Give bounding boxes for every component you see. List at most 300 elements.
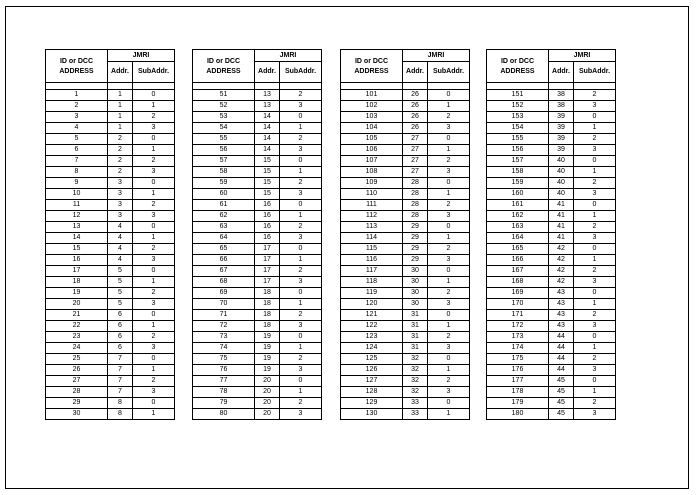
table-row [487, 222, 616, 233]
jmri-subaddr-cell: 0 [280, 376, 322, 387]
table-row [46, 101, 175, 112]
jmri-addr-cell: 32 [403, 365, 428, 376]
jmri-subaddr-cell: 2 [133, 112, 175, 123]
jmri-addr-cell: 44 [549, 343, 574, 354]
dcc-address-cell: 80 [193, 409, 255, 420]
dcc-address-cell: 109 [341, 178, 403, 189]
jmri-addr-cell: 1 [108, 123, 133, 134]
table-row [487, 387, 616, 398]
jmri-addr-cell: 27 [403, 156, 428, 167]
table-row [46, 255, 175, 266]
jmri-subaddr-cell: 0 [280, 200, 322, 211]
jmri-addr-cell: 43 [549, 321, 574, 332]
jmri-subaddr-cell: 1 [133, 277, 175, 288]
dcc-address-cell: 3 [46, 112, 108, 123]
jmri-subaddr-cell: 1 [428, 233, 470, 244]
dcc-address-cell: 73 [193, 332, 255, 343]
table-row [193, 244, 322, 255]
jmri-subaddr-cell: 3 [133, 343, 175, 354]
jmri-subaddr-cell: 1 [280, 123, 322, 134]
table-row [487, 332, 616, 343]
jmri-subaddr-cell: 2 [574, 354, 616, 365]
jmri-addr-cell: 27 [403, 145, 428, 156]
dcc-address-cell: 126 [341, 365, 403, 376]
id-header-line1: ID or DCC [500, 58, 535, 65]
table-row [193, 310, 322, 321]
jmri-addr-cell: 28 [403, 189, 428, 200]
table-row [341, 211, 470, 222]
jmri-addr-cell: 31 [403, 332, 428, 343]
table-row [341, 167, 470, 178]
jmri-addr-cell: 20 [255, 376, 280, 387]
jmri-subaddr-cell: 1 [133, 321, 175, 332]
table-row [487, 101, 616, 112]
jmri-addr-cell: 43 [549, 310, 574, 321]
jmri-addr-cell: 17 [255, 266, 280, 277]
jmri-addr-cell: 29 [403, 233, 428, 244]
table-row [341, 156, 470, 167]
table-row [46, 167, 175, 178]
jmri-subaddr-cell: 0 [280, 244, 322, 255]
jmri-addr-cell: 17 [255, 244, 280, 255]
jmri-addr-cell: 30 [403, 288, 428, 299]
dcc-address-cell: 6 [46, 145, 108, 156]
jmri-addr-cell: 40 [549, 189, 574, 200]
id-header-line1: ID or DCC [206, 58, 241, 65]
dcc-address-cell: 114 [341, 233, 403, 244]
jmri-subaddr-cell: 3 [428, 167, 470, 178]
jmri-addr-cell: 13 [255, 101, 280, 112]
dcc-address-cell: 70 [193, 299, 255, 310]
table-row [487, 365, 616, 376]
jmri-subaddr-cell: 2 [574, 222, 616, 233]
dcc-address-cell: 158 [487, 167, 549, 178]
dcc-address-cell: 58 [193, 167, 255, 178]
table-row [341, 90, 470, 101]
jmri-subaddr-cell: 0 [133, 134, 175, 145]
table-row [341, 123, 470, 134]
jmri-subaddr-cell: 1 [428, 277, 470, 288]
jmri-subaddr-cell: 2 [574, 310, 616, 321]
table-row [487, 156, 616, 167]
dcc-address-cell: 155 [487, 134, 549, 145]
jmri-addr-cell: 27 [403, 134, 428, 145]
jmri-subaddr-cell: 1 [280, 211, 322, 222]
jmri-subaddr-cell: 0 [574, 376, 616, 387]
jmri-subaddr-cell: 0 [574, 112, 616, 123]
table-row [341, 343, 470, 354]
id-header [193, 50, 255, 83]
dcc-address-cell: 52 [193, 101, 255, 112]
table-row [487, 398, 616, 409]
jmri-subaddr-cell: 2 [280, 90, 322, 101]
jmri-subaddr-cell: 3 [280, 365, 322, 376]
id-header-line2: ADDRESS [354, 68, 389, 75]
table-row [487, 354, 616, 365]
jmri-subaddr-cell: 1 [133, 145, 175, 156]
table-row [487, 189, 616, 200]
jmri-addr-cell: 15 [255, 178, 280, 189]
dcc-address-cell: 13 [46, 222, 108, 233]
jmri-addr-cell: 19 [255, 365, 280, 376]
jmri-addr-cell: 42 [549, 277, 574, 288]
dcc-address-cell: 60 [193, 189, 255, 200]
dcc-address-cell: 179 [487, 398, 549, 409]
dcc-address-cell: 118 [341, 277, 403, 288]
address-table-2 [192, 49, 322, 420]
dcc-address-cell: 152 [487, 101, 549, 112]
table-row [487, 288, 616, 299]
jmri-addr-cell: 42 [549, 244, 574, 255]
dcc-address-cell: 77 [193, 376, 255, 387]
jmri-subaddr-cell: 2 [574, 90, 616, 101]
dcc-address-cell: 54 [193, 123, 255, 134]
jmri-addr-cell: 19 [255, 332, 280, 343]
jmri-addr-cell: 31 [403, 310, 428, 321]
jmri-addr-cell: 6 [108, 343, 133, 354]
jmri-addr-cell: 3 [108, 189, 133, 200]
table-row [341, 178, 470, 189]
table-row [341, 299, 470, 310]
subaddr-header: SubAddr. [280, 62, 322, 83]
table-row [341, 200, 470, 211]
dcc-address-cell: 115 [341, 244, 403, 255]
jmri-addr-cell: 19 [255, 354, 280, 365]
jmri-subaddr-cell: 1 [574, 167, 616, 178]
jmri-subaddr-cell: 2 [133, 332, 175, 343]
table-row [193, 288, 322, 299]
jmri-addr-cell: 27 [403, 167, 428, 178]
jmri-addr-cell: 5 [108, 277, 133, 288]
jmri-subaddr-cell: 0 [133, 354, 175, 365]
jmri-addr-cell: 26 [403, 90, 428, 101]
jmri-subaddr-cell: 3 [574, 233, 616, 244]
dcc-address-cell: 178 [487, 387, 549, 398]
jmri-addr-cell: 16 [255, 211, 280, 222]
dcc-address-cell: 127 [341, 376, 403, 387]
dcc-address-cell: 62 [193, 211, 255, 222]
jmri-subaddr-cell: 1 [133, 365, 175, 376]
table-row [46, 145, 175, 156]
jmri-subaddr-cell: 1 [280, 343, 322, 354]
jmri-subaddr-cell: 2 [280, 354, 322, 365]
table-row [341, 266, 470, 277]
table-row [341, 409, 470, 420]
dcc-address-cell: 2 [46, 101, 108, 112]
jmri-group-header: JMRI [549, 50, 616, 62]
jmri-addr-cell: 26 [403, 112, 428, 123]
jmri-addr-cell: 15 [255, 167, 280, 178]
jmri-addr-cell: 28 [403, 200, 428, 211]
table-row [193, 277, 322, 288]
dcc-address-cell: 103 [341, 112, 403, 123]
jmri-subaddr-cell: 3 [574, 277, 616, 288]
table-row [341, 134, 470, 145]
jmri-subaddr-cell: 1 [133, 233, 175, 244]
addr-header: Addr. [549, 62, 574, 83]
jmri-addr-cell: 39 [549, 123, 574, 134]
jmri-addr-cell: 26 [403, 101, 428, 112]
table-row [193, 354, 322, 365]
table-row [487, 321, 616, 332]
dcc-address-cell: 26 [46, 365, 108, 376]
jmri-addr-cell: 4 [108, 222, 133, 233]
jmri-subaddr-cell: 2 [133, 200, 175, 211]
jmri-subaddr-cell: 2 [574, 134, 616, 145]
jmri-addr-cell: 20 [255, 387, 280, 398]
dcc-address-cell: 75 [193, 354, 255, 365]
dcc-address-cell: 56 [193, 145, 255, 156]
dcc-address-cell: 170 [487, 299, 549, 310]
jmri-subaddr-cell: 0 [133, 398, 175, 409]
jmri-subaddr-cell: 0 [428, 178, 470, 189]
jmri-addr-cell: 31 [403, 343, 428, 354]
jmri-addr-cell: 4 [108, 244, 133, 255]
dcc-address-cell: 175 [487, 354, 549, 365]
address-table-3 [340, 49, 470, 420]
dcc-address-cell: 67 [193, 266, 255, 277]
addr-header: Addr. [403, 62, 428, 83]
jmri-subaddr-cell: 2 [133, 244, 175, 255]
table-row [341, 255, 470, 266]
dcc-address-cell: 71 [193, 310, 255, 321]
table-row [46, 299, 175, 310]
dcc-address-cell: 125 [341, 354, 403, 365]
table-row [193, 200, 322, 211]
dcc-address-cell: 63 [193, 222, 255, 233]
jmri-subaddr-cell: 3 [428, 211, 470, 222]
jmri-addr-cell: 42 [549, 266, 574, 277]
table-row [193, 266, 322, 277]
table-row [46, 112, 175, 123]
dcc-address-cell: 8 [46, 167, 108, 178]
jmri-addr-cell: 45 [549, 409, 574, 420]
table-row [487, 112, 616, 123]
jmri-addr-cell: 32 [403, 376, 428, 387]
jmri-subaddr-cell: 1 [428, 409, 470, 420]
table-row [46, 365, 175, 376]
table-row [193, 222, 322, 233]
jmri-addr-cell: 7 [108, 387, 133, 398]
jmri-subaddr-cell: 3 [574, 189, 616, 200]
jmri-addr-cell: 19 [255, 343, 280, 354]
table-row [341, 310, 470, 321]
table-row [487, 134, 616, 145]
dcc-address-cell: 106 [341, 145, 403, 156]
jmri-subaddr-cell: 3 [280, 233, 322, 244]
dcc-address-cell: 151 [487, 90, 549, 101]
jmri-subaddr-cell: 0 [574, 156, 616, 167]
dcc-address-cell: 164 [487, 233, 549, 244]
jmri-addr-cell: 3 [108, 200, 133, 211]
jmri-subaddr-cell: 3 [574, 145, 616, 156]
addr-header: Addr. [255, 62, 280, 83]
jmri-subaddr-cell: 0 [574, 244, 616, 255]
table-row [46, 178, 175, 189]
table-row [341, 376, 470, 387]
table-row [193, 409, 322, 420]
jmri-subaddr-cell: 3 [574, 365, 616, 376]
table-row [193, 255, 322, 266]
jmri-addr-cell: 44 [549, 354, 574, 365]
dcc-address-cell: 30 [46, 409, 108, 420]
jmri-group-header: JMRI [403, 50, 470, 62]
table-row [46, 123, 175, 134]
jmri-subaddr-cell: 2 [428, 200, 470, 211]
table-row [487, 376, 616, 387]
jmri-addr-cell: 7 [108, 365, 133, 376]
jmri-subaddr-cell: 1 [428, 365, 470, 376]
table-row [487, 200, 616, 211]
jmri-subaddr-cell: 3 [280, 409, 322, 420]
dcc-address-cell: 101 [341, 90, 403, 101]
dcc-address-cell: 29 [46, 398, 108, 409]
jmri-addr-cell: 5 [108, 299, 133, 310]
jmri-subaddr-cell: 3 [133, 299, 175, 310]
addr-header: Addr. [108, 62, 133, 83]
jmri-subaddr-cell: 0 [133, 178, 175, 189]
jmri-addr-cell: 32 [403, 354, 428, 365]
jmri-subaddr-cell: 2 [133, 288, 175, 299]
jmri-subaddr-cell: 3 [133, 167, 175, 178]
jmri-addr-cell: 40 [549, 167, 574, 178]
jmri-addr-cell: 44 [549, 365, 574, 376]
table-row [341, 288, 470, 299]
jmri-addr-cell: 6 [108, 332, 133, 343]
dcc-address-cell: 108 [341, 167, 403, 178]
jmri-subaddr-cell: 1 [428, 189, 470, 200]
dcc-address-cell: 129 [341, 398, 403, 409]
jmri-subaddr-cell: 3 [428, 299, 470, 310]
jmri-subaddr-cell: 0 [280, 156, 322, 167]
jmri-subaddr-cell: 2 [428, 112, 470, 123]
dcc-address-cell: 128 [341, 387, 403, 398]
dcc-address-cell: 9 [46, 178, 108, 189]
jmri-addr-cell: 16 [255, 222, 280, 233]
jmri-addr-cell: 4 [108, 233, 133, 244]
dcc-address-cell: 110 [341, 189, 403, 200]
table-row [193, 343, 322, 354]
jmri-addr-cell: 33 [403, 398, 428, 409]
table-row [487, 167, 616, 178]
table-row [193, 123, 322, 134]
table-row [487, 343, 616, 354]
dcc-address-cell: 23 [46, 332, 108, 343]
jmri-subaddr-cell: 0 [280, 112, 322, 123]
jmri-subaddr-cell: 0 [133, 222, 175, 233]
table-row [193, 211, 322, 222]
jmri-addr-cell: 31 [403, 321, 428, 332]
jmri-subaddr-cell: 2 [428, 244, 470, 255]
jmri-subaddr-cell: 0 [574, 332, 616, 343]
jmri-addr-cell: 44 [549, 332, 574, 343]
table-row [193, 101, 322, 112]
id-header-line1: ID or DCC [59, 58, 94, 65]
subaddr-header: SubAddr. [133, 62, 175, 83]
dcc-address-cell: 5 [46, 134, 108, 145]
jmri-addr-cell: 15 [255, 156, 280, 167]
dcc-address-cell: 25 [46, 354, 108, 365]
dcc-address-cell: 55 [193, 134, 255, 145]
jmri-subaddr-cell: 3 [133, 123, 175, 134]
dcc-address-cell: 177 [487, 376, 549, 387]
jmri-subaddr-cell: 2 [133, 156, 175, 167]
dcc-address-cell: 69 [193, 288, 255, 299]
table-row [46, 233, 175, 244]
dcc-address-cell: 166 [487, 255, 549, 266]
jmri-addr-cell: 4 [108, 255, 133, 266]
jmri-addr-cell: 40 [549, 156, 574, 167]
dcc-address-cell: 76 [193, 365, 255, 376]
table-row [193, 167, 322, 178]
dcc-address-cell: 121 [341, 310, 403, 321]
table-row [487, 277, 616, 288]
jmri-subaddr-cell: 0 [428, 266, 470, 277]
table-row [341, 321, 470, 332]
table-row [487, 310, 616, 321]
jmri-addr-cell: 7 [108, 354, 133, 365]
jmri-addr-cell: 18 [255, 288, 280, 299]
dcc-address-cell: 68 [193, 277, 255, 288]
jmri-subaddr-cell: 0 [428, 310, 470, 321]
jmri-addr-cell: 1 [108, 90, 133, 101]
jmri-addr-cell: 32 [403, 387, 428, 398]
table-row [46, 376, 175, 387]
table-row [487, 409, 616, 420]
jmri-addr-cell: 18 [255, 310, 280, 321]
jmri-subaddr-cell: 0 [428, 222, 470, 233]
dcc-address-cell: 1 [46, 90, 108, 101]
dcc-address-cell: 159 [487, 178, 549, 189]
jmri-addr-cell: 40 [549, 178, 574, 189]
dcc-address-cell: 22 [46, 321, 108, 332]
table-row [341, 222, 470, 233]
table-row [341, 101, 470, 112]
table-row [487, 233, 616, 244]
id-header [46, 50, 108, 83]
table-row [487, 90, 616, 101]
jmri-subaddr-cell: 2 [574, 178, 616, 189]
jmri-subaddr-cell: 3 [574, 321, 616, 332]
jmri-addr-cell: 39 [549, 145, 574, 156]
dcc-address-cell: 20 [46, 299, 108, 310]
jmri-subaddr-cell: 3 [133, 255, 175, 266]
table-row [487, 211, 616, 222]
dcc-address-cell: 156 [487, 145, 549, 156]
table-row [46, 387, 175, 398]
jmri-addr-cell: 14 [255, 123, 280, 134]
table-row [46, 343, 175, 354]
dcc-address-cell: 64 [193, 233, 255, 244]
jmri-addr-cell: 29 [403, 244, 428, 255]
dcc-address-cell: 66 [193, 255, 255, 266]
jmri-group-header: JMRI [255, 50, 322, 62]
dcc-address-cell: 165 [487, 244, 549, 255]
jmri-subaddr-cell: 3 [428, 343, 470, 354]
table-row [46, 277, 175, 288]
table-row [487, 266, 616, 277]
jmri-subaddr-cell: 1 [574, 387, 616, 398]
table-row [341, 332, 470, 343]
jmri-subaddr-cell: 3 [280, 321, 322, 332]
table-row [193, 299, 322, 310]
table-row [46, 211, 175, 222]
jmri-subaddr-cell: 1 [428, 321, 470, 332]
table-row [341, 277, 470, 288]
jmri-addr-cell: 1 [108, 112, 133, 123]
dcc-address-cell: 154 [487, 123, 549, 134]
dcc-address-cell: 123 [341, 332, 403, 343]
